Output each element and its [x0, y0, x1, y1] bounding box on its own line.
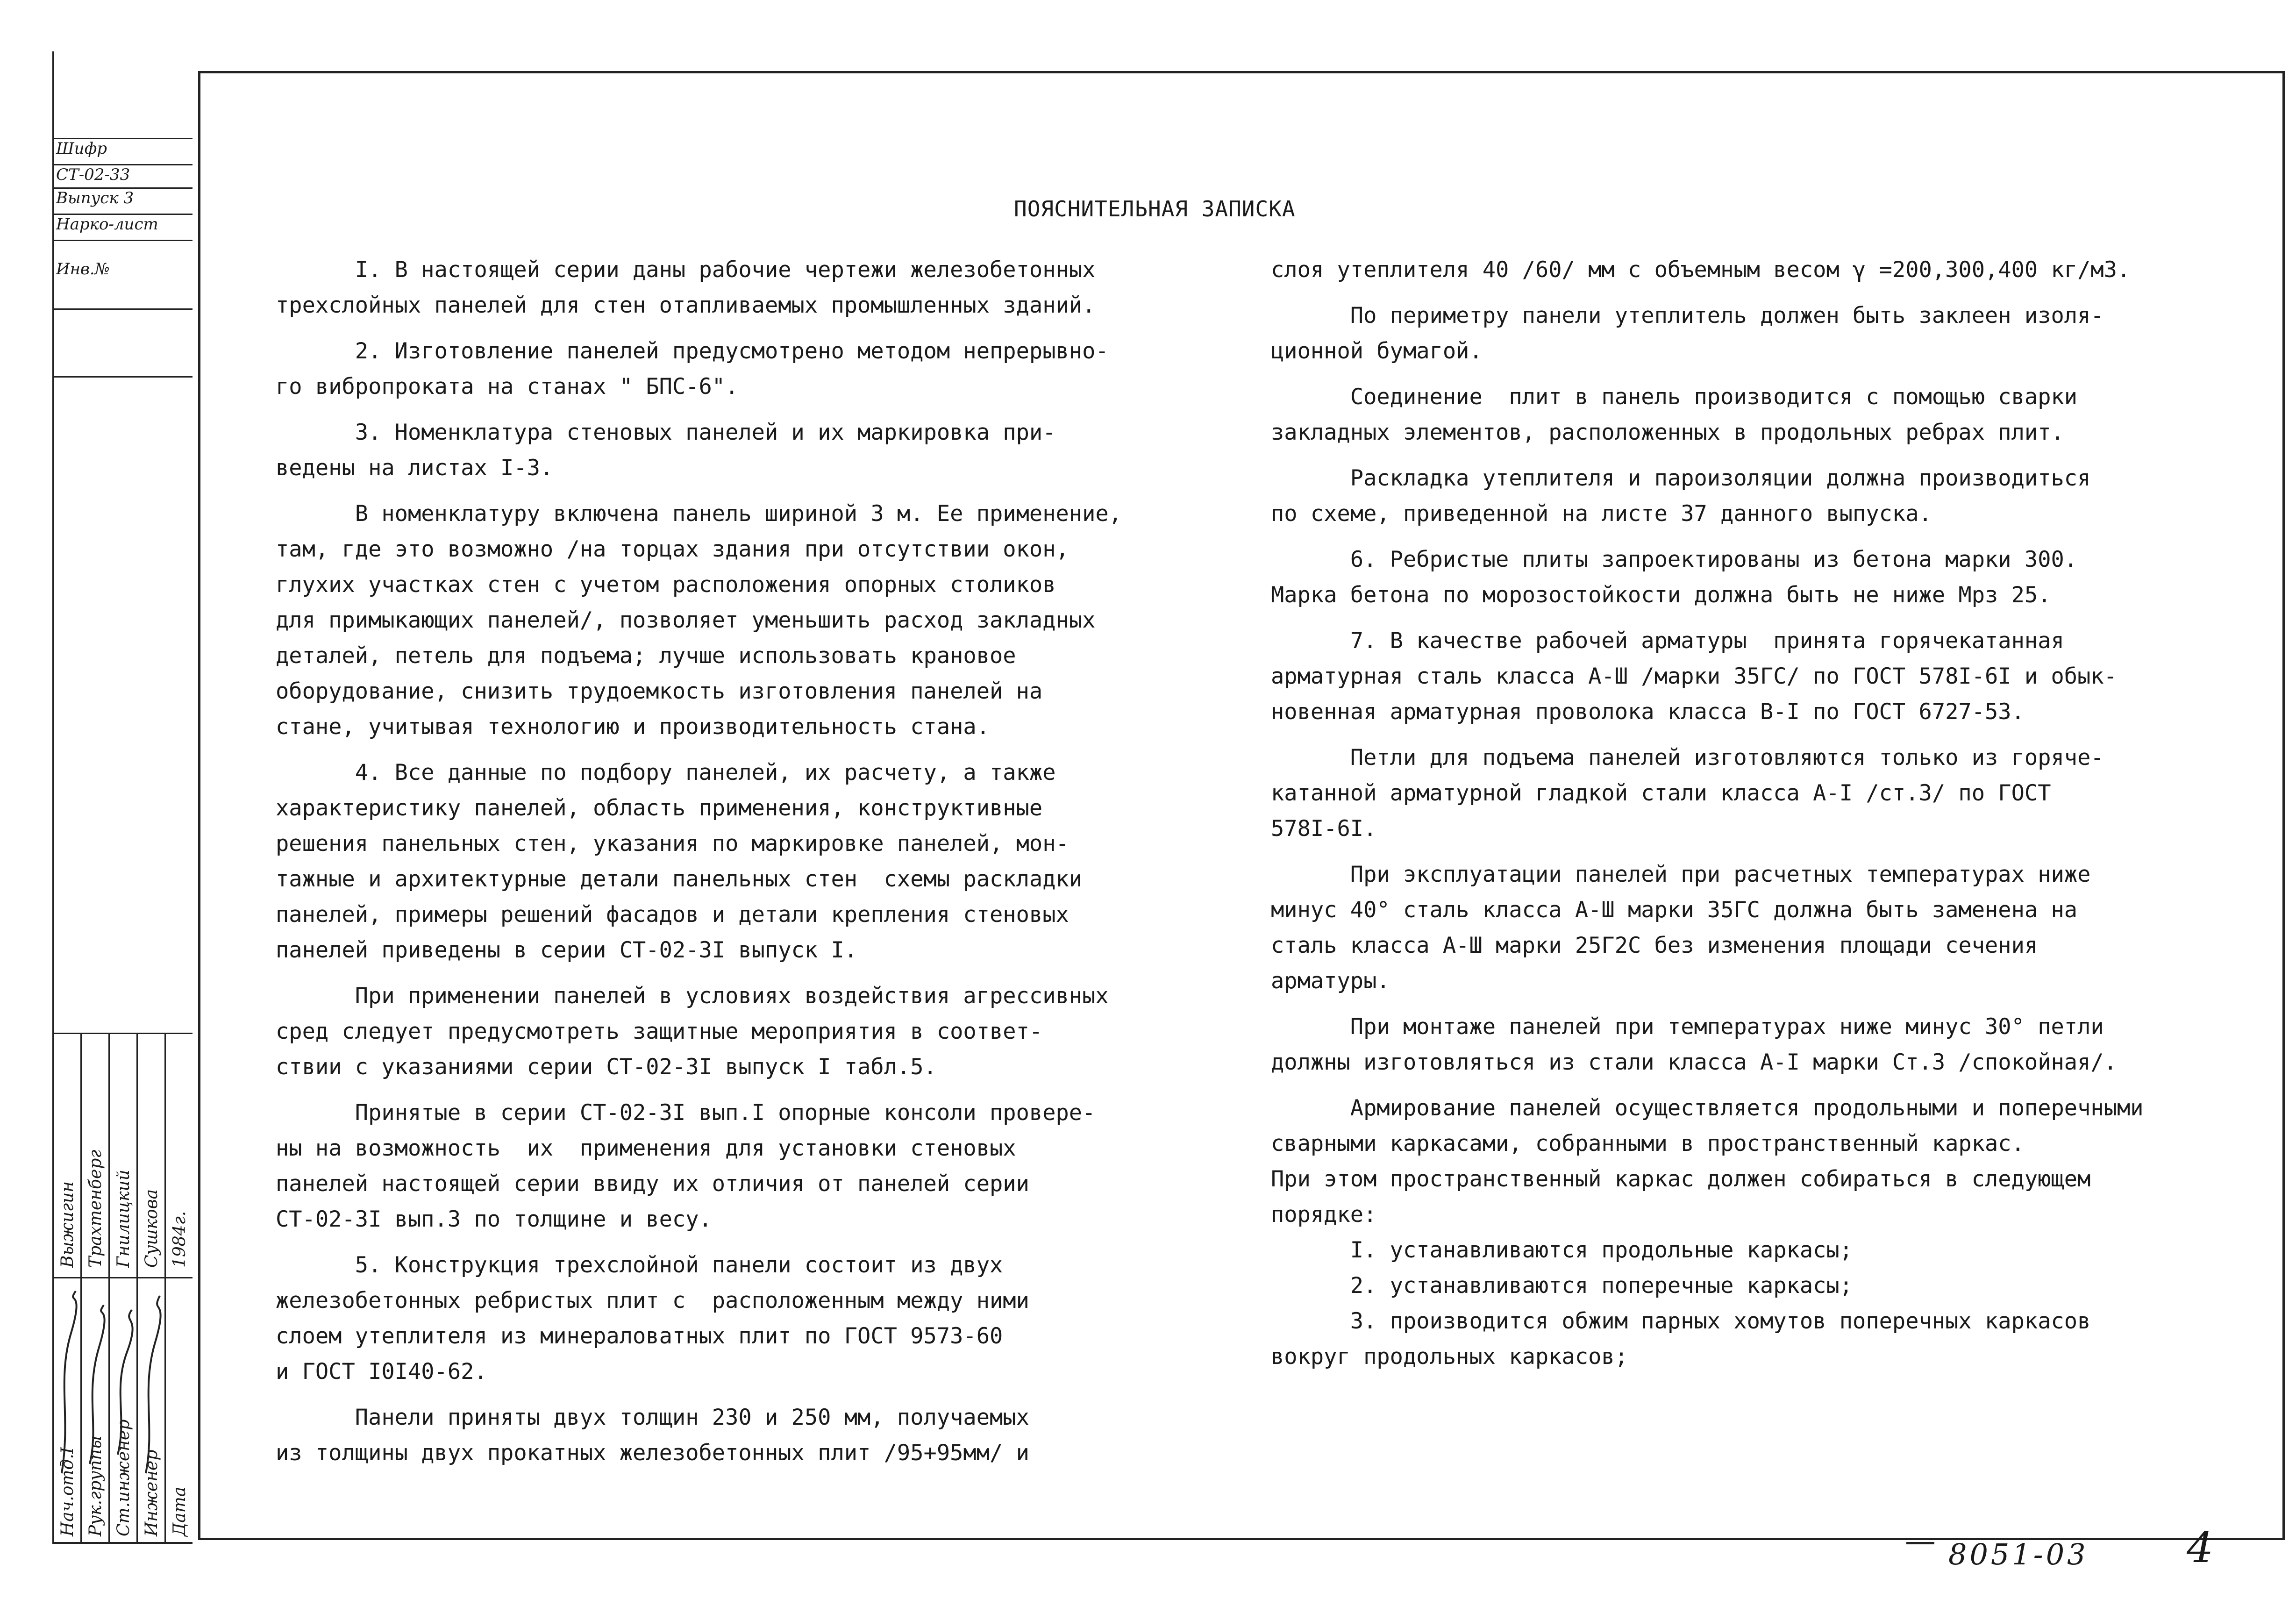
stamp-top — [52, 138, 193, 381]
text-line: 3. производится обжим парных хомутов поперечных каркасов — [1271, 1308, 2091, 1334]
name-1: Выжигин — [58, 1181, 77, 1268]
text-line — [1271, 288, 2144, 298]
text-line — [276, 745, 1122, 755]
text-line: При монтаже панелей при температурах ниже минус 30° петли — [1271, 1014, 2104, 1040]
text-line: I. В настоящей серии даны рабочие чертежи железобетонных — [276, 257, 1096, 283]
text-line: вокруг продольных каркасов; — [1271, 1344, 1628, 1370]
text-line: По периметру панели утеплитель должен быть заклеен изоля- — [1271, 303, 2104, 328]
right-text-column — [1271, 252, 2144, 1375]
text-line: панелей приведены в серии СТ-02-3I выпуск I. — [276, 937, 858, 963]
stamp-issue: Выпуск 3 — [52, 187, 193, 214]
text-line: минус 40° сталь класса А-Ш марки 35ГС должна быть заменена на — [1271, 897, 2078, 923]
text-line: При применении панелей в условиях воздействия агрессивных — [276, 983, 1109, 1009]
text-line: для примыкающих панелей/, позволяет уменьшить расход закладных — [276, 607, 1096, 633]
text-line: слоем утеплителя из минераловатных плит по ГОСТ 9573-60 — [276, 1323, 1003, 1349]
signature-bottom-line — [52, 1542, 193, 1544]
text-line: ны на возможность их применения для установки стеновых — [276, 1135, 1016, 1161]
role-4: Инженер — [142, 1449, 161, 1536]
text-line: там, где это возможно /на торцах здания при отсутствии окон, — [276, 536, 1069, 562]
text-line — [1271, 999, 2144, 1009]
text-line: арматурная сталь класса А-Ш /марки 35ГС/ по ГОСТ 578I-6I и обык- — [1271, 664, 2117, 689]
text-line — [276, 323, 1122, 334]
text-line: Марка бетона по морозостойкости должна быть не ниже Мрз 25. — [1271, 582, 2051, 608]
text-line: трехслойных панелей для стен отапливаемых промышленных зданий. — [276, 293, 1096, 318]
text-line: должны изготовляться из стали класса А-I марки Ст.3 /спокойная/. — [1271, 1049, 2117, 1075]
text-line: ведены на листах I-3. — [276, 455, 554, 481]
text-line: 578I-6I. — [1271, 816, 1377, 842]
text-line: и ГОСТ I0I40-62. — [276, 1359, 487, 1385]
text-line — [1271, 532, 2144, 542]
text-line: 5. Конструкция трехслойной панели состоит из двух — [276, 1252, 1003, 1278]
role-3: Ст.инженер — [114, 1419, 133, 1536]
text-line: В номенклатуру включена панель шириной 3 м. Ее применение, — [276, 501, 1122, 527]
text-line: 2. Изготовление панелей предусмотрено методом непрерывно- — [276, 338, 1109, 364]
text-line: сварными каркасами, собранными в пространственный каркас. — [1271, 1131, 2025, 1156]
text-line — [276, 1390, 1122, 1400]
text-line: СТ-02-3I вып.3 по толщине и весу. — [276, 1206, 712, 1232]
stamp-inv: Инв.№ — [52, 240, 193, 310]
stamp-shifr: Шифр — [52, 138, 193, 166]
text-line: сред следует предусмотреть защитные мероприятия в соответ- — [276, 1019, 1043, 1044]
left-text-column — [276, 252, 1122, 1471]
text-line: Принятые в серии СТ-02-3I вып.I опорные консоли провере- — [276, 1100, 1096, 1126]
text-line: 3. Номенклатура стеновых панелей и их маркировка при- — [276, 420, 1056, 445]
text-line — [276, 405, 1122, 415]
footer-dash — [1906, 1542, 1934, 1544]
text-line: новенная арматурная проволока класса В-I по ГОСТ 6727-53. — [1271, 699, 2025, 725]
text-line: закладных элементов, расположенных в продольных ребрах плит. — [1271, 420, 2064, 445]
text-line: 4. Все данные по подбору панелей, их расчету, а также — [276, 760, 1056, 785]
text-line: 7. В качестве рабочей арматуры принята горячекатанная — [1271, 628, 2064, 654]
text-line: характеристику панелей, область применения, конструктивные — [276, 795, 1043, 821]
text-line: Соединение плит в панель производится с помощью сварки — [1271, 384, 2078, 410]
text-line — [1271, 369, 2144, 379]
text-line — [276, 1237, 1122, 1248]
text-line: панелей, примеры решений фасадов и детали крепления стеновых — [276, 902, 1069, 928]
text-line: Панели приняты двух толщин 230 и 250 мм, получаемых — [276, 1405, 1029, 1430]
text-line — [276, 1085, 1122, 1095]
signature-marks — [52, 1277, 193, 1539]
role-5: Дата — [170, 1486, 189, 1536]
name-4: Сушкова — [142, 1189, 161, 1268]
text-line: При этом пространственный каркас должен собираться в следующем — [1271, 1166, 2091, 1192]
text-line: глухих участках стен с учетом расположения опорных столиков — [276, 572, 1056, 598]
signature-block — [52, 1033, 193, 1543]
text-line — [1271, 730, 2144, 740]
text-line: Петли для подъема панелей изготовляются только из горяче- — [1271, 745, 2104, 771]
text-line: 2. устанавливаются поперечные каркасы; — [1271, 1273, 1853, 1299]
text-line: оборудование, снизить трудоемкость изготовления панелей на — [276, 678, 1043, 704]
text-line: решения панельных стен, указания по маркировке панелей, мон- — [276, 831, 1069, 857]
name-5: 1984г. — [170, 1211, 189, 1268]
text-line: При эксплуатации панелей при расчетных температурах ниже — [1271, 862, 2091, 887]
text-line: ствии с указаниями серии СТ-02-3I выпуск I табл.5. — [276, 1054, 937, 1080]
text-line: ционной бумагой. — [1271, 338, 1483, 364]
stamp-divider — [52, 376, 193, 378]
text-line: Армирование панелей осуществляется продольными и поперечными — [1271, 1095, 2144, 1121]
text-line — [1271, 450, 2144, 461]
text-line: стане, учитывая технологию и производительность стана. — [276, 714, 990, 740]
role-2: Рук.группы — [86, 1435, 105, 1536]
text-line: порядке: — [1271, 1202, 1377, 1228]
text-line: из толщины двух прокатных железобетонных плит /95+95мм/ и — [276, 1440, 1029, 1466]
text-line — [1271, 847, 2144, 857]
name-2: Трахтенберг — [86, 1149, 105, 1268]
text-line: по схеме, приведенной на листе 37 данного выпуска. — [1271, 501, 1932, 527]
text-line — [1271, 613, 2144, 623]
text-line: панелей настоящей серии ввиду их отличия от панелей серии — [276, 1171, 1029, 1197]
text-line: железобетонных ребристых плит с расположенным между ними — [276, 1288, 1029, 1313]
text-line: I. устанавливаются продольные каркасы; — [1271, 1237, 1853, 1263]
text-line: деталей, петель для подъема; лучше использовать крановое — [276, 643, 1016, 669]
text-line: Раскладка утеплителя и пароизоляции должна производиться — [1271, 465, 2091, 491]
text-line: сталь класса А-Ш марки 25Г2С без изменения площади сечения — [1271, 933, 2038, 958]
page-number: 4 — [2187, 1523, 2214, 1572]
text-line: тажные и архитектурные детали панельных стен схемы раскладки — [276, 866, 1083, 892]
text-line: 6. Ребристые плиты запроектированы из бетона марки 300. — [1271, 547, 2078, 572]
sheet-code: 8051-03 — [1948, 1537, 2089, 1571]
text-line: арматуры. — [1271, 968, 1390, 994]
text-line: слоя утеплителя 40 /60/ мм с объемным весом γ =200,300,400 кг/м3. — [1271, 257, 2131, 283]
page-title: ПОЯСНИТЕЛЬНАЯ ЗАПИСКА — [1014, 196, 1296, 221]
text-line — [276, 486, 1122, 496]
name-3: Гнилицкий — [114, 1170, 133, 1268]
role-1: Нач.отд.I — [58, 1447, 77, 1536]
stamp-sheet-type: Нарко-лист — [52, 214, 193, 240]
stamp-series: СТ-02-33 — [52, 164, 193, 187]
text-line — [1271, 1080, 2144, 1091]
text-line: катанной арматурной гладкой стали класса А-I /ст.3/ по ГОСТ — [1271, 780, 2051, 806]
text-line — [276, 968, 1122, 978]
text-line: го вибропроката на станах " БПС-6". — [276, 374, 739, 400]
